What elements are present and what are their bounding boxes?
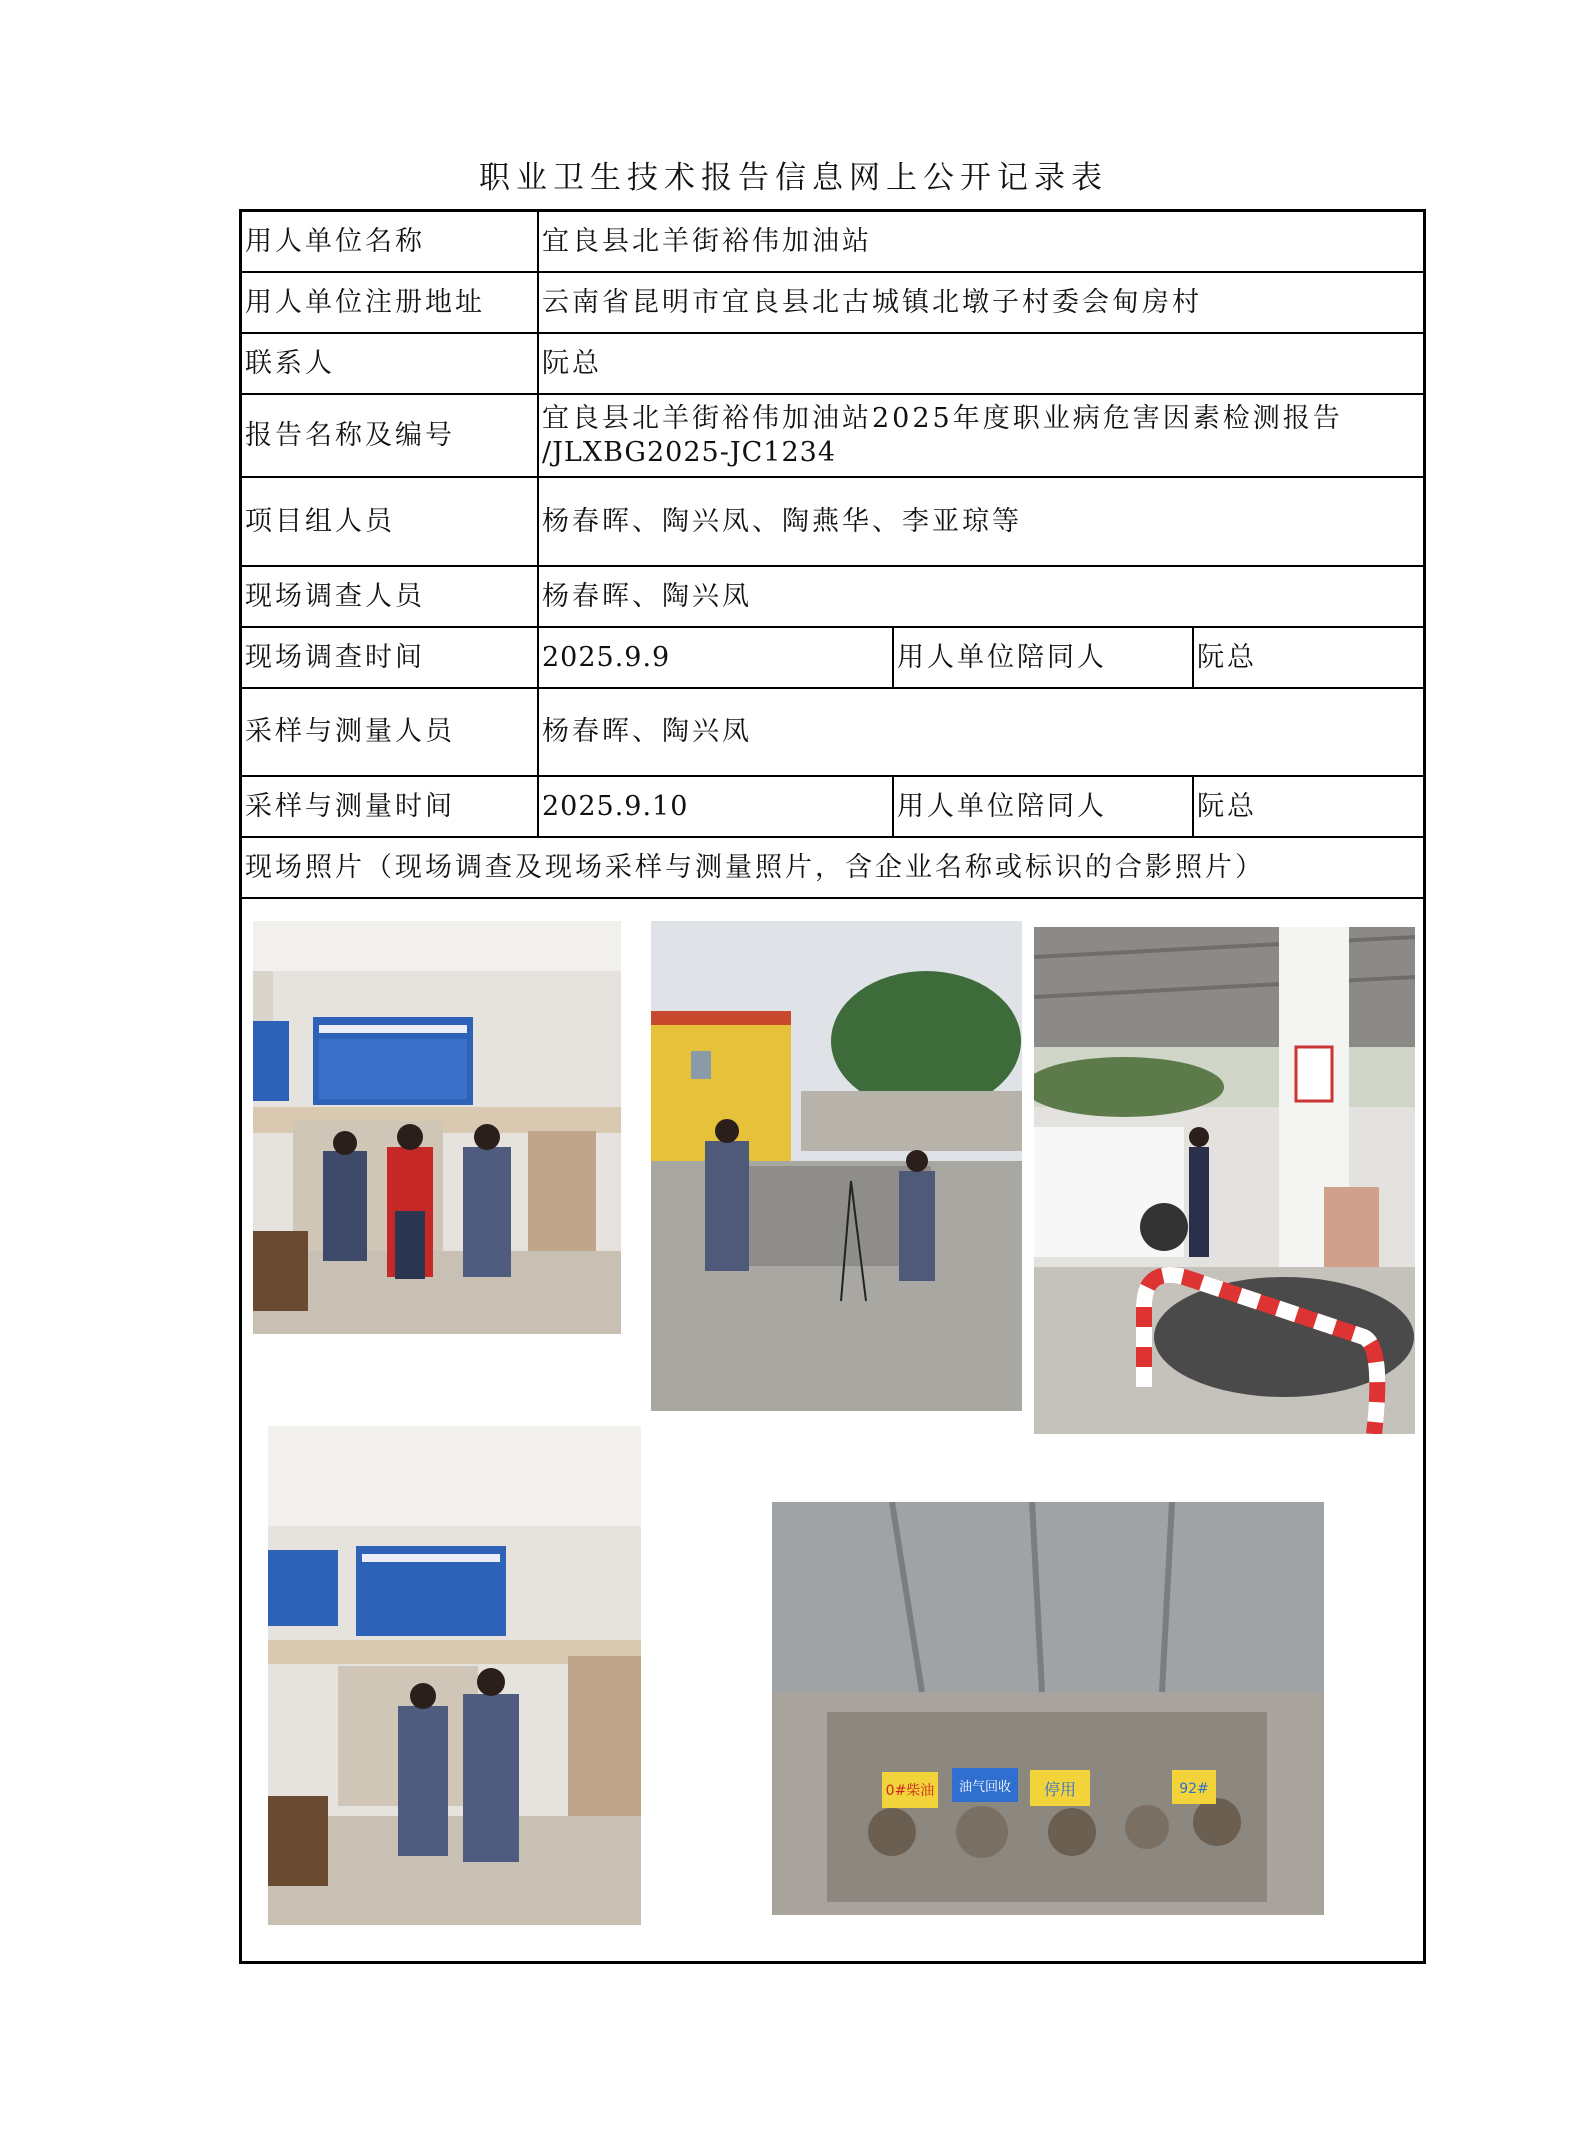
photos-header: 现场照片（现场调查及现场采样与测量照片，含企业名称或标识的合影照片）	[245, 851, 1265, 883]
sampling-staff-label: 采样与测量人员	[242, 689, 539, 775]
tank-well-photo	[772, 1502, 1324, 1915]
row-unit-name	[242, 212, 1423, 273]
row-contact	[242, 334, 1423, 395]
report-name: 宜良县北羊街裕伟加油站2025年度职业病危害因素检测报告	[542, 402, 1343, 434]
project-team-value: 杨春晖、陶兴凤、陶燕华、李亚琼等	[542, 505, 1022, 537]
unit-name-value: 宜良县北羊街裕伟加油站	[542, 225, 872, 257]
survey-time-label: 现场调查时间	[242, 628, 539, 687]
row-sampling-staff	[242, 689, 1423, 777]
project-team-label: 项目组人员	[242, 478, 539, 565]
contact-value: 阮总	[542, 347, 602, 379]
office-group-photo-1	[253, 921, 621, 1334]
page-title: 职业卫生技术报告信息网上公开记录表	[479, 160, 1108, 196]
tag-92: 92#	[1179, 1781, 1209, 1797]
outdoor-sampling-photo	[651, 921, 1022, 1411]
row-unit-address	[242, 273, 1423, 334]
survey-staff-label: 现场调查人员	[242, 567, 539, 626]
unit-name-label: 用人单位名称	[242, 212, 539, 271]
sampling-staff-value: 杨春晖、陶兴凤	[542, 716, 752, 748]
sampling-escort-label: 用人单位陪同人	[894, 777, 1194, 836]
unit-address-label: 用人单位注册地址	[242, 273, 539, 332]
tag-disabled: 停用	[1043, 1780, 1077, 1799]
report-number: /JLXBG2025-JC1234	[542, 436, 837, 468]
row-survey-time	[242, 628, 1423, 689]
office-group-photo-2	[268, 1426, 641, 1925]
report-label: 报告名称及编号	[242, 395, 539, 476]
tag-vapor-recovery: 油气回收	[958, 1780, 1012, 1795]
sampling-escort-value: 阮总	[1197, 790, 1257, 822]
row-survey-staff	[242, 567, 1423, 628]
sampling-time-label: 采样与测量时间	[242, 777, 539, 836]
record-table	[239, 209, 1426, 1964]
row-project-team	[242, 478, 1423, 567]
tag-diesel: 0#柴油	[885, 1783, 935, 1799]
sampling-time-value: 2025.9.10	[539, 777, 894, 836]
contact-label: 联系人	[242, 334, 539, 393]
survey-staff-value: 杨春晖、陶兴凤	[542, 580, 752, 612]
row-report	[242, 395, 1423, 478]
report-value	[539, 395, 1423, 476]
survey-time-value: 2025.9.9	[539, 628, 894, 687]
unit-address-value: 云南省昆明市宜良县北古城镇北墩子村委会甸房村	[542, 286, 1202, 318]
survey-escort-value: 阮总	[1197, 641, 1257, 673]
survey-escort-label: 用人单位陪同人	[894, 628, 1194, 687]
fuel-pump-photo	[1034, 927, 1415, 1434]
row-sampling-time	[242, 777, 1423, 838]
row-photos-header	[242, 838, 1423, 899]
